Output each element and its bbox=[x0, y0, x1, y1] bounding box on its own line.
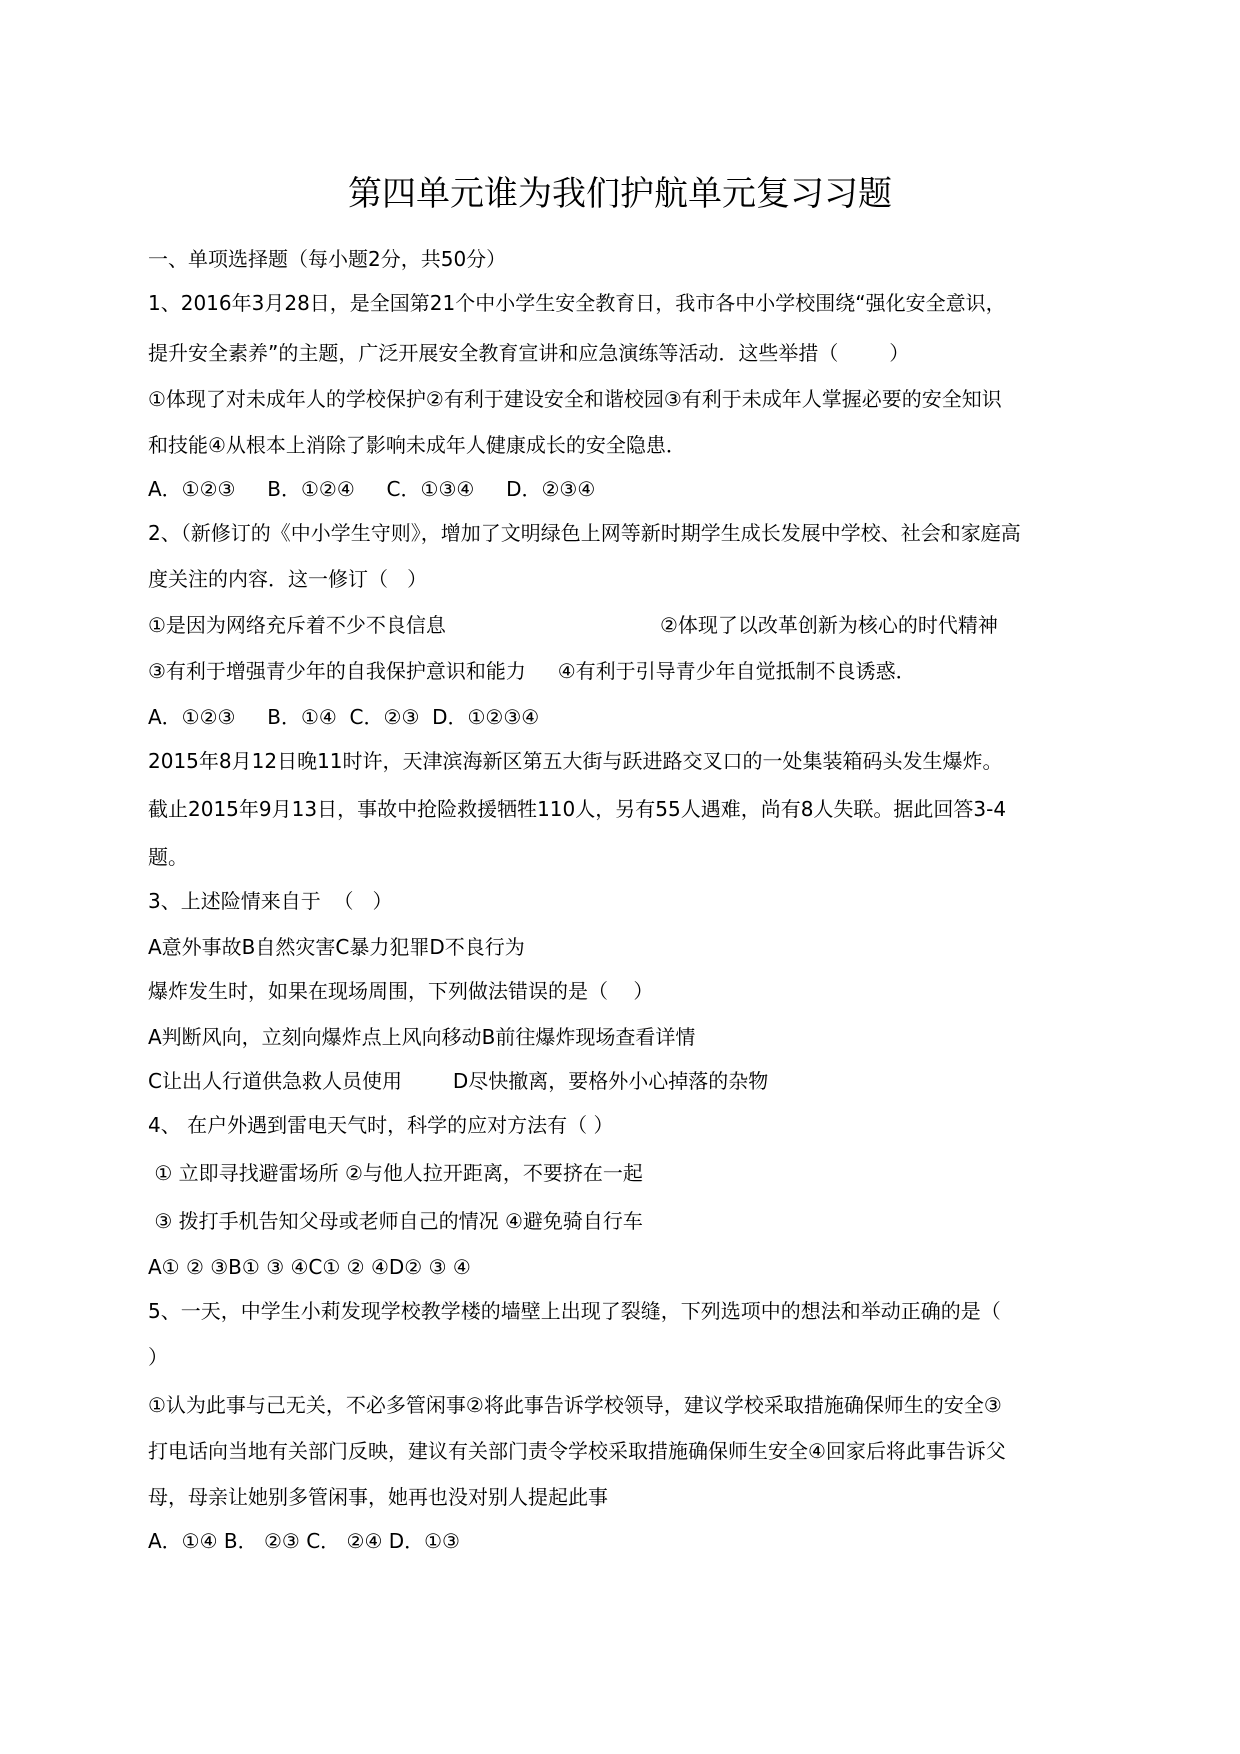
q5-stem-line-2: ） bbox=[148, 1345, 168, 1369]
q4-items-line-2: ③ 拨打手机告知父母或老师自己的情况 ④避免骑自行车 bbox=[148, 1209, 643, 1233]
q5-items-line-2: 打电话向当地有关部门反映，建议有关部门责令学校采取措施确保师生安全④回家后将此事告诉父 bbox=[148, 1439, 1006, 1463]
q1-stem-line-2: 提升安全素养”的主题，广泛开展安全教育宣讲和应急演练等活动．这些举措（ ） bbox=[148, 341, 910, 365]
q4-options: A① ② ③B① ③ ④C① ② ④D② ③ ④ bbox=[148, 1255, 471, 1279]
q2-options: A．①②③ B．①④ C．②③ D．①②③④ bbox=[148, 705, 540, 729]
q1-items-line-2: 和技能④从根本上消除了影响未成年人健康成长的安全隐患． bbox=[148, 433, 686, 457]
q2-item-1: ①是因为网络充斥着不少不良信息 bbox=[148, 613, 446, 637]
q2-item-2: ②体现了以改革创新为核心的时代精神 bbox=[660, 613, 998, 637]
q5-options: A．①④ B． ②③ C． ②④ D．①③ bbox=[148, 1529, 460, 1553]
passage-line-2: 截止2015年9月13日，事故中抢险救援牺牲110人，另有55人遇难，尚有8人失联。据此回答3-4 bbox=[148, 797, 1007, 821]
q2-item-3-4: ③有利于增强青少年的自我保护意识和能力 ④有利于引导青少年自觉抵制不良诱惑． bbox=[148, 659, 916, 683]
q2-stem-line-2: 度关注的内容．这一修订（ ） bbox=[148, 567, 428, 591]
q1-stem-line-1: 1、2016年3月28日，是全国第21个中小学生安全教育日，我市各中小学校围绕“强化安全意识， bbox=[148, 291, 1006, 315]
q4-items-line-1: ① 立即寻找避雷场所 ②与他人拉开距离，不要挤在一起 bbox=[148, 1161, 643, 1185]
q4-stem: 4、 在户外遇到雷电天气时，科学的应对方法有（ ） bbox=[148, 1113, 614, 1137]
q3-stem: 3、上述险情来自于 （ ） bbox=[148, 889, 393, 913]
q3-sub-options-line-1: A判断风向，立刻向爆炸点上风向移动B前往爆炸现场查看详情 bbox=[148, 1025, 696, 1049]
q3-sub-stem: 爆炸发生时，如果在现场周围，下列做法错误的是（ ） bbox=[148, 979, 654, 1003]
q5-items-line-1: ①认为此事与己无关，不必多管闲事②将此事告诉学校领导，建议学校采取措施确保师生的安全③ bbox=[148, 1393, 1002, 1417]
q3-sub-options-line-2: C让出人行道供急救人员使用 D尽快撤离，要格外小心掉落的杂物 bbox=[148, 1069, 769, 1093]
q1-items-line-1: ①体现了对未成年人的学校保护②有利于建设安全和谐校园③有利于未成年人掌握必要的安全知识 bbox=[148, 387, 1002, 411]
q2-stem-line-1: 2、（新修订的《中小学生守则》，增加了文明绿色上网等新时期学生成长发展中学校、社会和家庭高 bbox=[148, 521, 1021, 545]
passage-line-1: 2015年8月12日晚11时许，天津滨海新区第五大街与跃进路交叉口的一处集装箱码头发生爆炸。 bbox=[148, 749, 1003, 773]
q1-options: A．①②③ B．①②④ C．①③④ D．②③④ bbox=[148, 477, 596, 501]
q5-stem-line-1: 5、一天，中学生小莉发现学校教学楼的墙壁上出现了裂缝，下列选项中的想法和举动正确的是（ bbox=[148, 1299, 1001, 1323]
page-title: 第四单元谁为我们护航单元复习习题 bbox=[348, 174, 892, 214]
q3-options: A意外事故B自然灾害C暴力犯罪D不良行为 bbox=[148, 935, 525, 959]
q5-items-line-3: 母，母亲让她别多管闲事，她再也没对别人提起此事 bbox=[148, 1485, 608, 1509]
section-heading: 一、单项选择题（每小题2分，共50分） bbox=[148, 247, 507, 271]
passage-line-3: 题。 bbox=[148, 845, 188, 869]
